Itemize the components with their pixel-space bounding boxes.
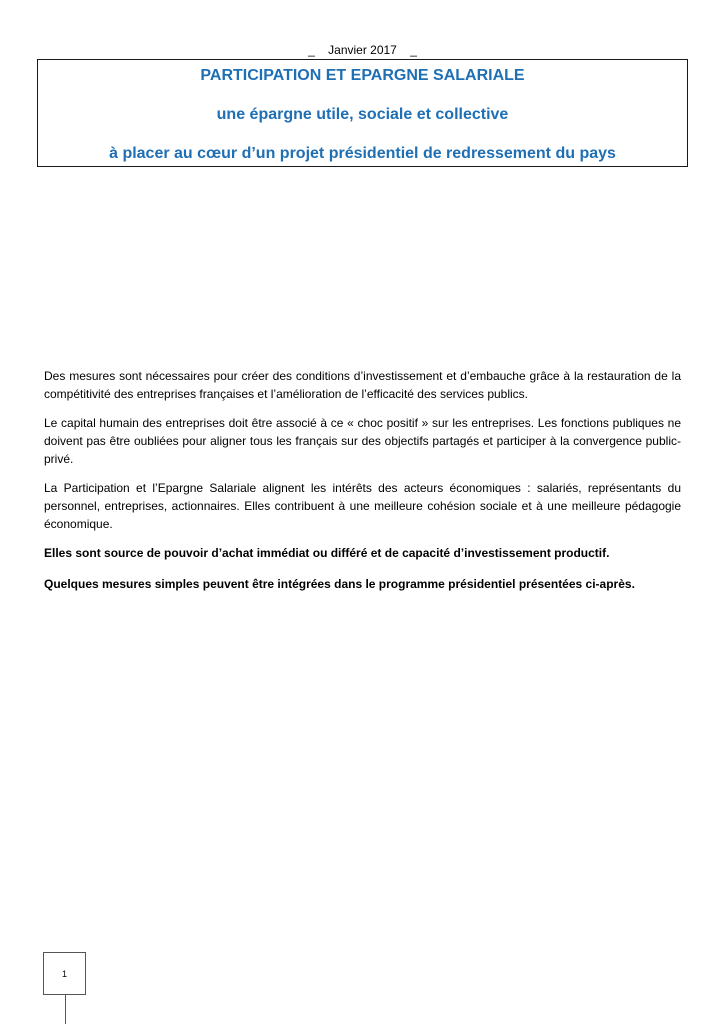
page-header-date-line bbox=[0, 43, 725, 57]
document-subtitle: une épargne utile, sociale et collective bbox=[216, 106, 509, 123]
page-number-divider bbox=[65, 995, 66, 1024]
header-date: Janvier 2017 bbox=[328, 43, 397, 57]
paragraph-human-capital: Le capital humain des entreprises doit être associé à ce « choc positif » sur les entreprises. Les fonctions publiques ne doivent pas être oubliées pour aligner tous les français sur des objectifs partagés et participer à la convergence public-privé. bbox=[44, 416, 681, 466]
document-tagline: à placer au cœur d’un projet présidentiel de redressement du pays bbox=[109, 145, 616, 162]
page-number-box bbox=[43, 952, 86, 995]
title-box bbox=[37, 59, 688, 167]
bold-paragraph-measures-program: Quelques mesures simples peuvent être intégrées dans le programme présidentiel présentées ci-après. bbox=[44, 577, 635, 591]
paragraph-participation: La Participation et l’Epargne Salariale alignent les intérêts des acteurs économiques : salariés, représentants du personnel, entreprises, actionnaires. Elles contribuent à une meilleure cohésion sociale et à une meilleure pédagogie économique. bbox=[44, 481, 681, 531]
body-text bbox=[44, 367, 681, 606]
document-title: PARTICIPATION ET EPARGNE SALARIALE bbox=[200, 67, 525, 84]
paragraph-measures: Des mesures sont nécessaires pour créer des conditions d’investissement et d’embauche grâce à la restauration de la compétitivité des entreprises françaises et l’amélioration de l’efficacité des services publics. bbox=[44, 369, 681, 401]
header-right-mark: _ bbox=[410, 43, 417, 57]
page-number: 1 bbox=[61, 969, 67, 979]
bold-paragraph-purchasing-power: Elles sont source de pouvoir d’achat immédiat ou différé et de capacité d’investissement productif. bbox=[44, 546, 610, 560]
header-left-mark: _ bbox=[308, 43, 315, 57]
